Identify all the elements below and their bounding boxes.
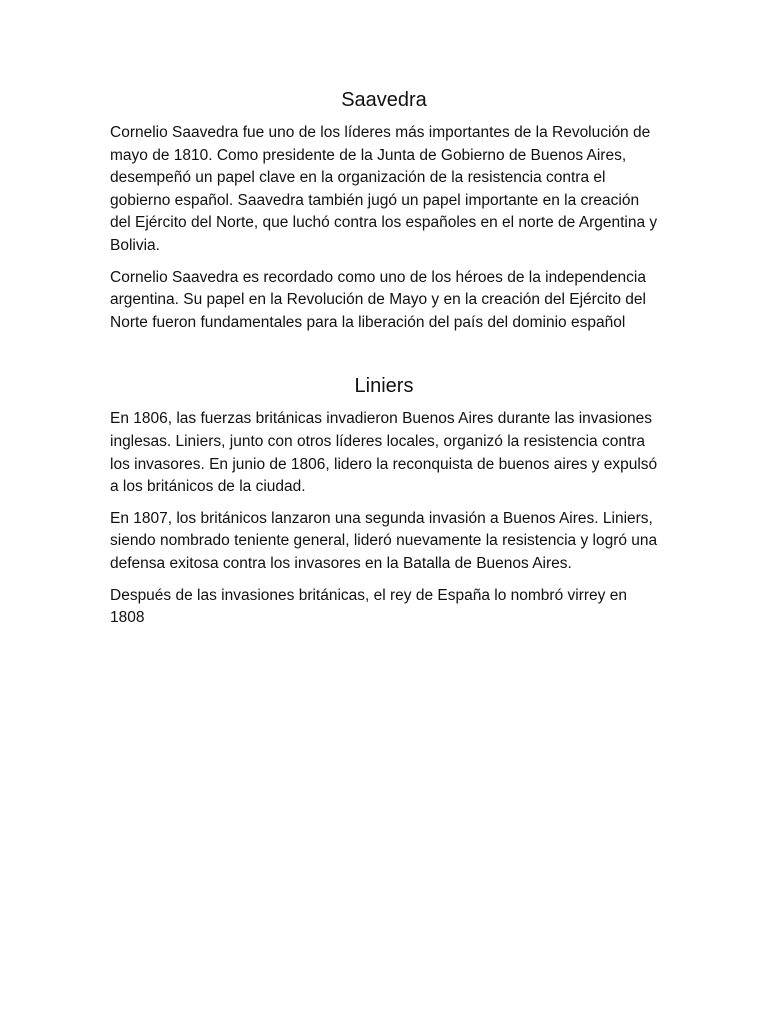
section-saavedra bbox=[110, 86, 658, 334]
paragraph: Cornelio Saavedra es recordado como uno de los héroes de la independencia argentina. Su papel en la Revolución de Mayo y en la creación del Ejército del Norte fueron fundamentales para la liberación del país del dominio español bbox=[110, 268, 646, 331]
section-title: Liniers bbox=[354, 375, 414, 398]
paragraph: Cornelio Saavedra fue uno de los líderes más importantes de la Revolución de mayo de 1810. Como presidente de la Junta de Gobierno de Buenos Aires, desempeñó un papel clave en la organización de la resistencia contra el gobierno español. Saavedra también jugó un papel importante en la creación del Ejército del Norte, que luchó contra los españoles en el norte de Argentina y Bolivia. bbox=[110, 124, 658, 254]
paragraph: En 1807, los británicos lanzaron una segunda invasión a Buenos Aires. Liniers, siendo nombrado teniente general, lideró nuevamente la resistencia y logró una defensa exitosa contra los invasores en la Batalla de Buenos Aires. bbox=[110, 509, 658, 572]
section-title: Saavedra bbox=[341, 89, 427, 111]
paragraph: En 1806, las fuerzas británicas invadieron Buenos Aires durante las invasiones inglesas. Liniers, junto con otros líderes locales, organizó la resistencia contra los invasores. En junio de 1806, lidero la reconquista de buenos aires y expulsó a los británicos de la ciudad. bbox=[110, 410, 658, 496]
section-liniers bbox=[110, 372, 658, 629]
paragraph: Después de las invasiones británicas, el rey de España lo nombró virrey en 1808 bbox=[110, 586, 627, 627]
